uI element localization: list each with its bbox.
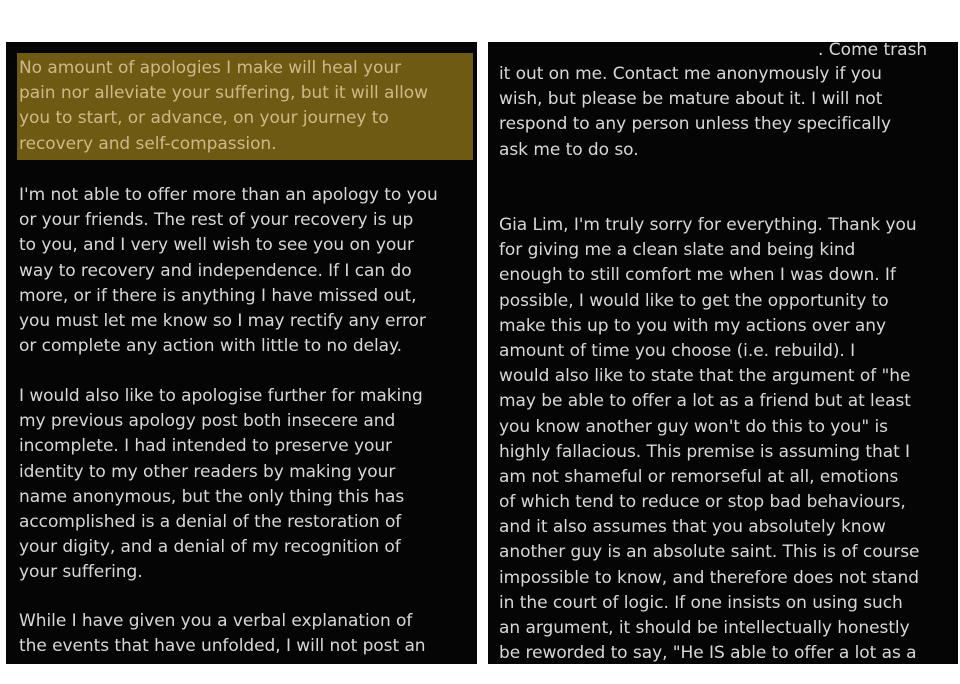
text-line: may be able to offer a lot as a friend but at least (499, 391, 911, 412)
text-line: to you, and I very well wish to see you on your (19, 235, 414, 256)
paragraph-gia-lim-apology (499, 213, 919, 664)
text-line: highly fallacious. This premise is assuming that I (499, 441, 911, 462)
right-screenshot-panel (488, 42, 958, 664)
text-line: wish, but please be mature about it. I will not (499, 89, 883, 110)
text-line: No amount of apologies I make will heal your (19, 58, 402, 78)
text-line: an argument, it should be intellectually honestly (499, 618, 910, 638)
text-line: for giving me a clean slate and being kind (499, 240, 856, 261)
text-line: recovery and self-compassion. (19, 133, 277, 154)
text-line: Gia Lim, I'm truly sorry for everything. Thank you (499, 215, 917, 235)
text-line: or your friends. The rest of your recovery is up (19, 210, 414, 231)
text-line: amount of time you choose (i.e. rebuild). I (499, 340, 856, 361)
text-line: another guy is an absolute saint. This is of course (499, 542, 920, 563)
text-line: my previous apology post both insecere and (19, 411, 396, 432)
text-line: I'm not able to offer more than an apology to you (19, 185, 438, 205)
text-line: pain nor alleviate your suffering, but it will allow (19, 83, 428, 104)
paragraph-recovery (19, 183, 438, 359)
paragraph-apologise-further (19, 384, 423, 586)
text-line: identity to my other readers by making your (19, 461, 396, 482)
text-line: it out on me. Contact me anonymously if you (499, 64, 882, 84)
text-line: way to recovery and independence. If I can do (19, 260, 412, 281)
paragraph-contact-anonymously (499, 62, 891, 163)
text-line: am not shameful or remorseful at all, emotions (499, 466, 899, 487)
paragraph-verbal-explanation (19, 609, 426, 659)
highlighted-paragraph (19, 56, 428, 157)
text-line: in the court of logic. If one insists on using such (499, 592, 903, 613)
text-line: respond to any person unless they specifically (499, 114, 891, 135)
text-line: incomplete. I had intended to preserve your (19, 436, 392, 457)
text-line: possible, I would like to get the opportunity to (499, 290, 889, 311)
text-line: and it also assumes that you absolutely know (499, 517, 886, 538)
text-line: would also like to state that the argument of "he (499, 366, 911, 387)
text-line: accomplished is a denial of the restoration of (19, 511, 402, 532)
text-line: you to start, or advance, on your journey to (19, 108, 389, 129)
text-line: the events that have unfolded, I will not post an (19, 636, 426, 657)
text-line: make this up to you with my actions over any (499, 315, 887, 336)
text-line: your digity, and a denial of my recognition of (19, 537, 401, 558)
text-line: your suffering. (19, 562, 143, 583)
text-line: more, or if there is anything I have missed out, (19, 285, 417, 306)
text-line: ask me to do so. (499, 139, 639, 160)
text-line: you know another guy won't do this to you" is (499, 416, 888, 437)
text-line: of which tend to reduce or stop bad behaviours, (499, 492, 906, 513)
left-screenshot-panel (6, 42, 477, 664)
text-line: or complete any action with little to no delay. (19, 336, 402, 357)
cut-off-line-fragment: . Come trash (818, 42, 928, 60)
text-line: While I have given you a verbal explanation of (19, 611, 413, 631)
text-line: name anonymous, but the only thing this has (19, 486, 405, 507)
text-line: you must let me know so I may rectify any error (19, 310, 426, 331)
text-line: I would also like to apologise further for making (19, 386, 423, 406)
text-line: enough to still comfort me when I was down. If (499, 265, 896, 286)
text-line: be reworded to say, "He IS able to offer a lot as a (499, 643, 917, 664)
text-line: impossible to know, and therefore does not stand (499, 567, 919, 588)
